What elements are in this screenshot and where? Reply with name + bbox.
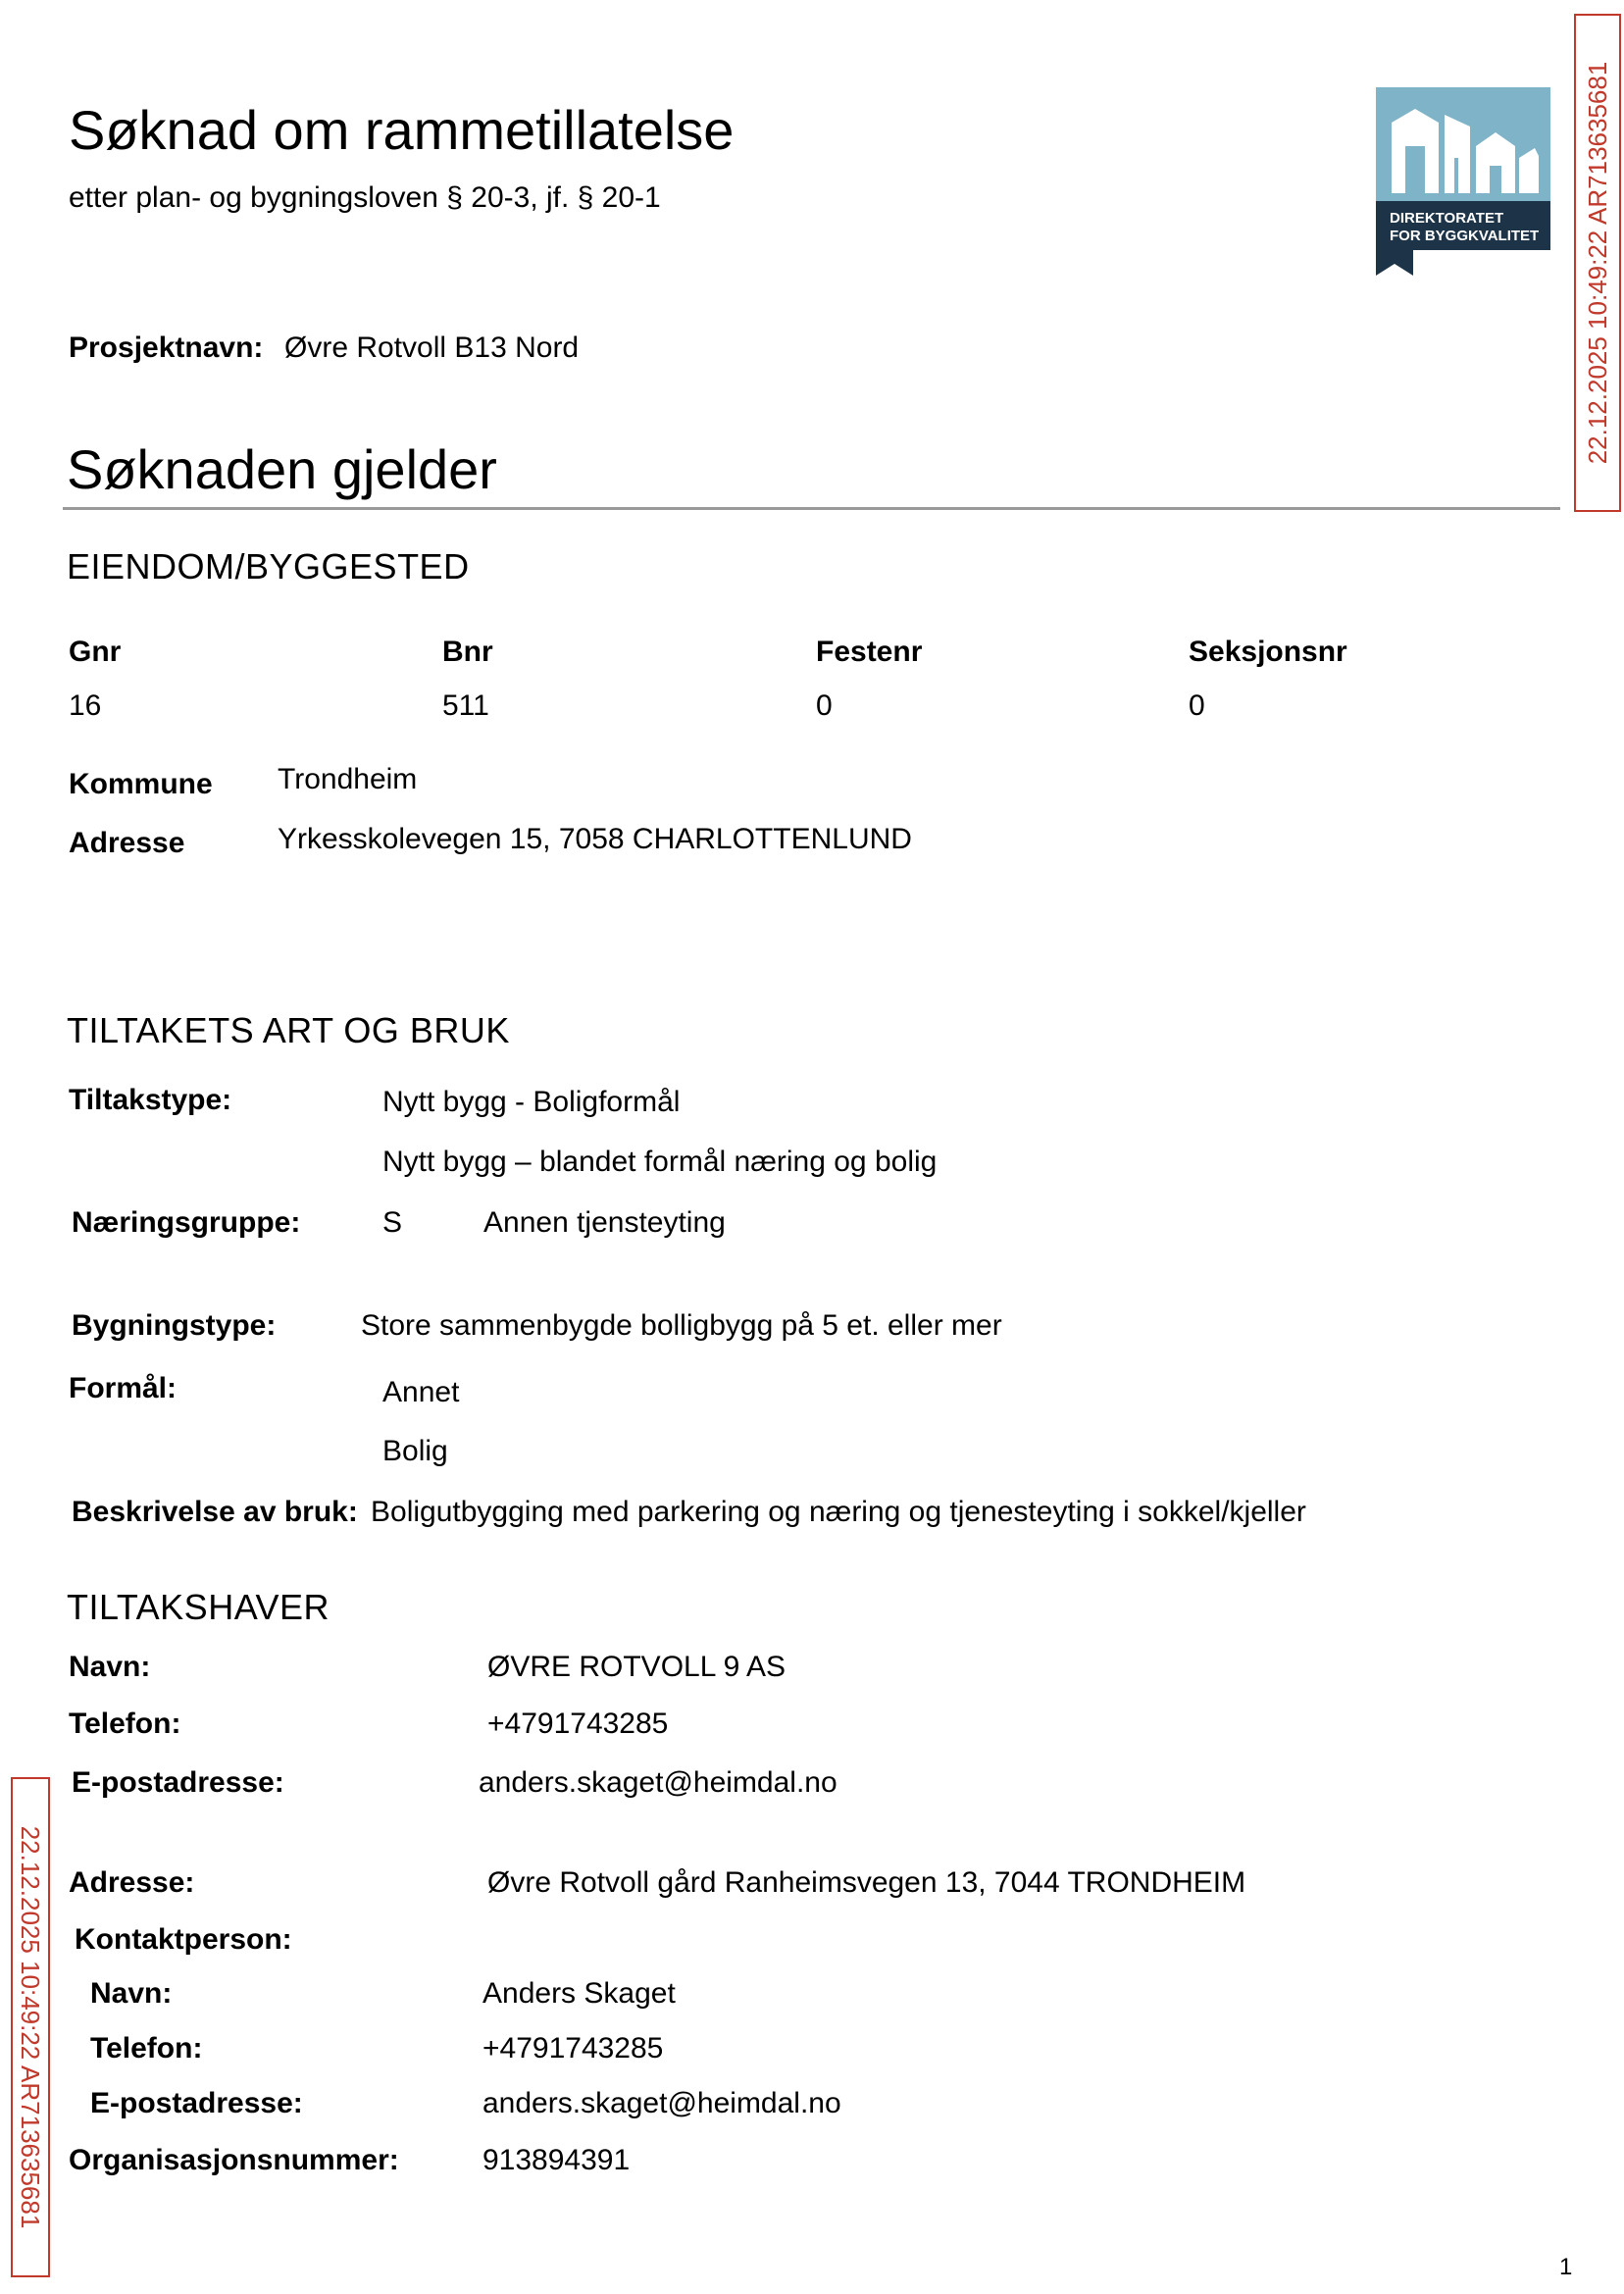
seksjonsnr-value: 0 [1189,689,1205,722]
bnr-value: 511 [442,689,489,722]
timestamp-stamp-top [1574,14,1621,512]
festenr-value: 0 [816,689,833,722]
formaal-label: Formål: [69,1372,178,1404]
kontakt-navn-value: Anders Skaget [482,1977,676,2010]
dibk-logo-graphic [1376,87,1550,276]
applicant-adresse-value: Øvre Rotvoll gård Ranheimsvegen 13, 7044 TRONDHEIM [487,1866,1246,1899]
applicant-heading: TILTAKSHAVER [67,1587,330,1627]
section-heading-applies: Søknaden gjelder [67,438,497,500]
bnr-label: Bnr [442,636,493,668]
document-subtitle: etter plan- og bygningsloven § 20-3, jf. § 20-1 [69,181,661,214]
seksjonsnr-label: Seksjonsnr [1189,636,1347,668]
naeringsgruppe-label: Næringsgruppe: [72,1206,301,1239]
tiltakstype-value-1: Nytt bygg - Boligformål [382,1086,681,1118]
timestamp-stamp-bottom [11,1777,50,2277]
applicant-epost-value: anders.skaget@heimdal.no [479,1766,837,1799]
logo-text-line1: DIREKTORATET [1390,210,1504,227]
naeringsgruppe-value: Annen tjensteyting [483,1206,726,1239]
project-label: Prosjektnavn: [69,331,264,364]
bygningstype-label: Bygningstype: [72,1309,277,1342]
property-heading: EIENDOM/BYGGESTED [67,546,470,586]
adresse-label: Adresse [69,827,185,859]
orgnr-value: 913894391 [482,2144,631,2176]
measure-heading: TILTAKETS ART OG BRUK [67,1010,510,1050]
timestamp-stamp-text: 22.12.2025 10:49:22 AR713635681 [16,1825,45,2229]
kontakt-telefon-value: +4791743285 [482,2032,664,2065]
document-title: Søknad om rammetillatelse [69,99,735,161]
kommune-label: Kommune [69,768,213,800]
applicant-navn-value: ØVRE ROTVOLL 9 AS [487,1651,786,1683]
orgnr-label: Organisasjonsnummer: [69,2144,399,2176]
festenr-label: Festenr [816,636,923,668]
kontakt-epost-value: anders.skaget@heimdal.no [482,2087,841,2119]
page-number: 1 [1559,2254,1573,2280]
project-value: Øvre Rotvoll B13 Nord [284,331,580,364]
kontakt-telefon-label: Telefon: [90,2032,203,2065]
heading-divider [63,507,1560,510]
adresse-value: Yrkesskolevegen 15, 7058 CHARLOTTENLUND [278,823,912,855]
gnr-value: 16 [69,689,102,722]
applicant-epost-label: E-postadresse: [72,1766,284,1799]
tiltakstype-value-2: Nytt bygg – blandet formål næring og bolig [382,1146,938,1178]
applicant-adresse-label: Adresse: [69,1866,195,1899]
gnr-label: Gnr [69,636,122,668]
kommune-value: Trondheim [278,763,418,795]
dibk-logo [1376,87,1550,276]
bygningstype-value: Store sammenbygde bolligbygg på 5 et. eller mer [361,1309,1002,1342]
timestamp-stamp-text: 22.12.2025 10:49:22 AR713635681 [1583,61,1612,465]
beskrivelse-value: Boligutbygging med parkering og næring og tjenesteyting i sokkel/kjeller [371,1496,1306,1528]
tiltakstype-label: Tiltakstype: [69,1084,232,1116]
kontakt-navn-label: Navn: [90,1977,173,2010]
formaal-value-2: Bolig [382,1435,448,1467]
formaal-value-1: Annet [382,1376,460,1408]
kontaktperson-label: Kontaktperson: [75,1923,292,1956]
naeringsgruppe-code: S [382,1206,403,1239]
kontakt-epost-label: E-postadresse: [90,2087,303,2119]
applicant-telefon-value: +4791743285 [487,1708,669,1740]
beskrivelse-label: Beskrivelse av bruk: [72,1496,358,1528]
logo-text-line2: FOR BYGGKVALITET [1390,228,1540,244]
applicant-navn-label: Navn: [69,1651,151,1683]
applicant-telefon-label: Telefon: [69,1708,181,1740]
